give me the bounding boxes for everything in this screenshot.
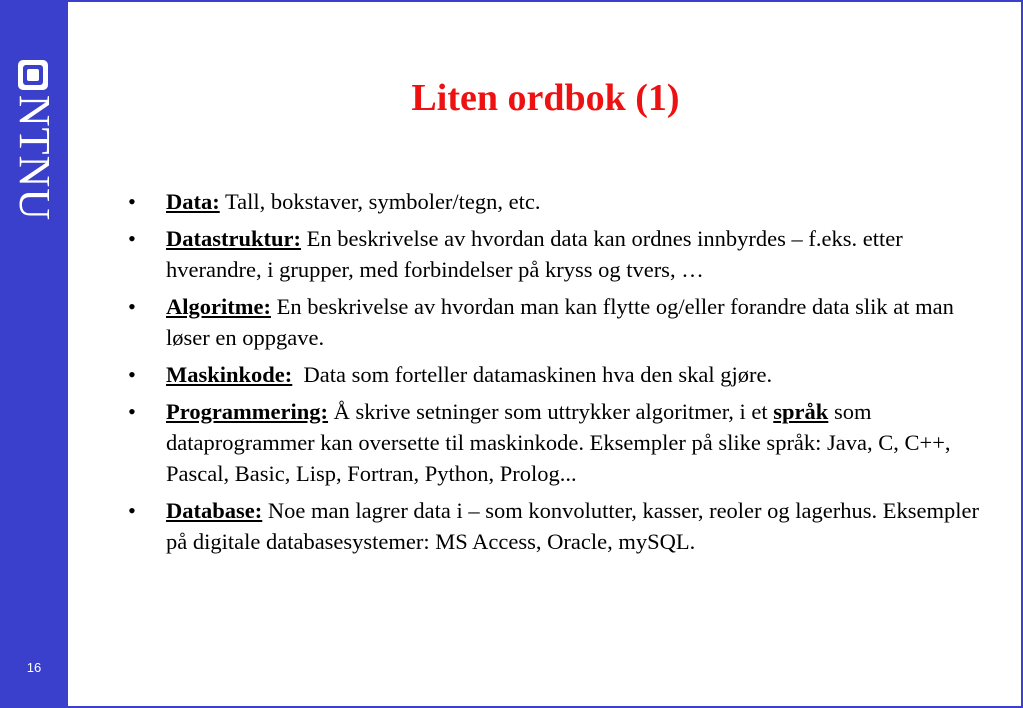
bullet-icon: • <box>128 362 136 387</box>
list-item <box>122 186 992 217</box>
list-item <box>122 223 992 285</box>
bullet-icon: • <box>128 498 136 523</box>
definition-part-1: Å skrive setninger som uttrykker algoritmer, i et <box>328 399 774 424</box>
definition: Noe man lagrer data i – som konvolutter, kasser, reoler og lagerhus. Eksempler på digitale databasesystemer: MS Access, Oracle, mySQL. <box>166 498 979 554</box>
list-item <box>122 359 992 390</box>
page-number: 16 <box>26 660 42 675</box>
list-item <box>122 396 992 489</box>
ntnu-logo-icon <box>18 60 48 90</box>
definition: Data som forteller datamaskinen hva den skal gjøre. <box>292 362 773 387</box>
sidebar <box>0 0 68 708</box>
term: Data: <box>166 189 220 214</box>
definition: Tall, bokstaver, symboler/tegn, etc. <box>219 189 541 214</box>
term: Maskinkode: <box>166 362 293 387</box>
list-item <box>122 495 992 557</box>
bullet-icon: • <box>128 189 136 214</box>
slide-title: Liten ordbok (1) <box>411 77 680 119</box>
bullet-icon: • <box>128 226 136 251</box>
bullet-icon: • <box>128 294 136 319</box>
definition-part-2: som dataprogrammer kan oversette til maskinkode. Eksempler på slike språk: Java, C, C++, Pascal, Basic, Lisp, Fortran, Python, Prolog... <box>166 399 951 486</box>
term: Programmering: <box>166 399 329 424</box>
logo-text: NTNU <box>10 94 59 222</box>
term: Algoritme: <box>166 294 271 319</box>
bullet-icon: • <box>128 399 136 424</box>
top-border <box>68 0 1023 2</box>
list-item <box>122 291 992 353</box>
definition: En beskrivelse av hvordan man kan flytte og/eller forandre data slik at man løser en oppgave. <box>166 294 954 350</box>
term: Datastruktur: <box>166 226 301 251</box>
bullet-list <box>122 186 992 563</box>
term: Database: <box>166 498 263 523</box>
definition: En beskrivelse av hvordan data kan ordnes innbyrdes – f.eks. etter hverandre, i grupper, med forbindelser på kryss og tvers, … <box>166 226 903 282</box>
emphasis-word: språk <box>773 399 829 424</box>
